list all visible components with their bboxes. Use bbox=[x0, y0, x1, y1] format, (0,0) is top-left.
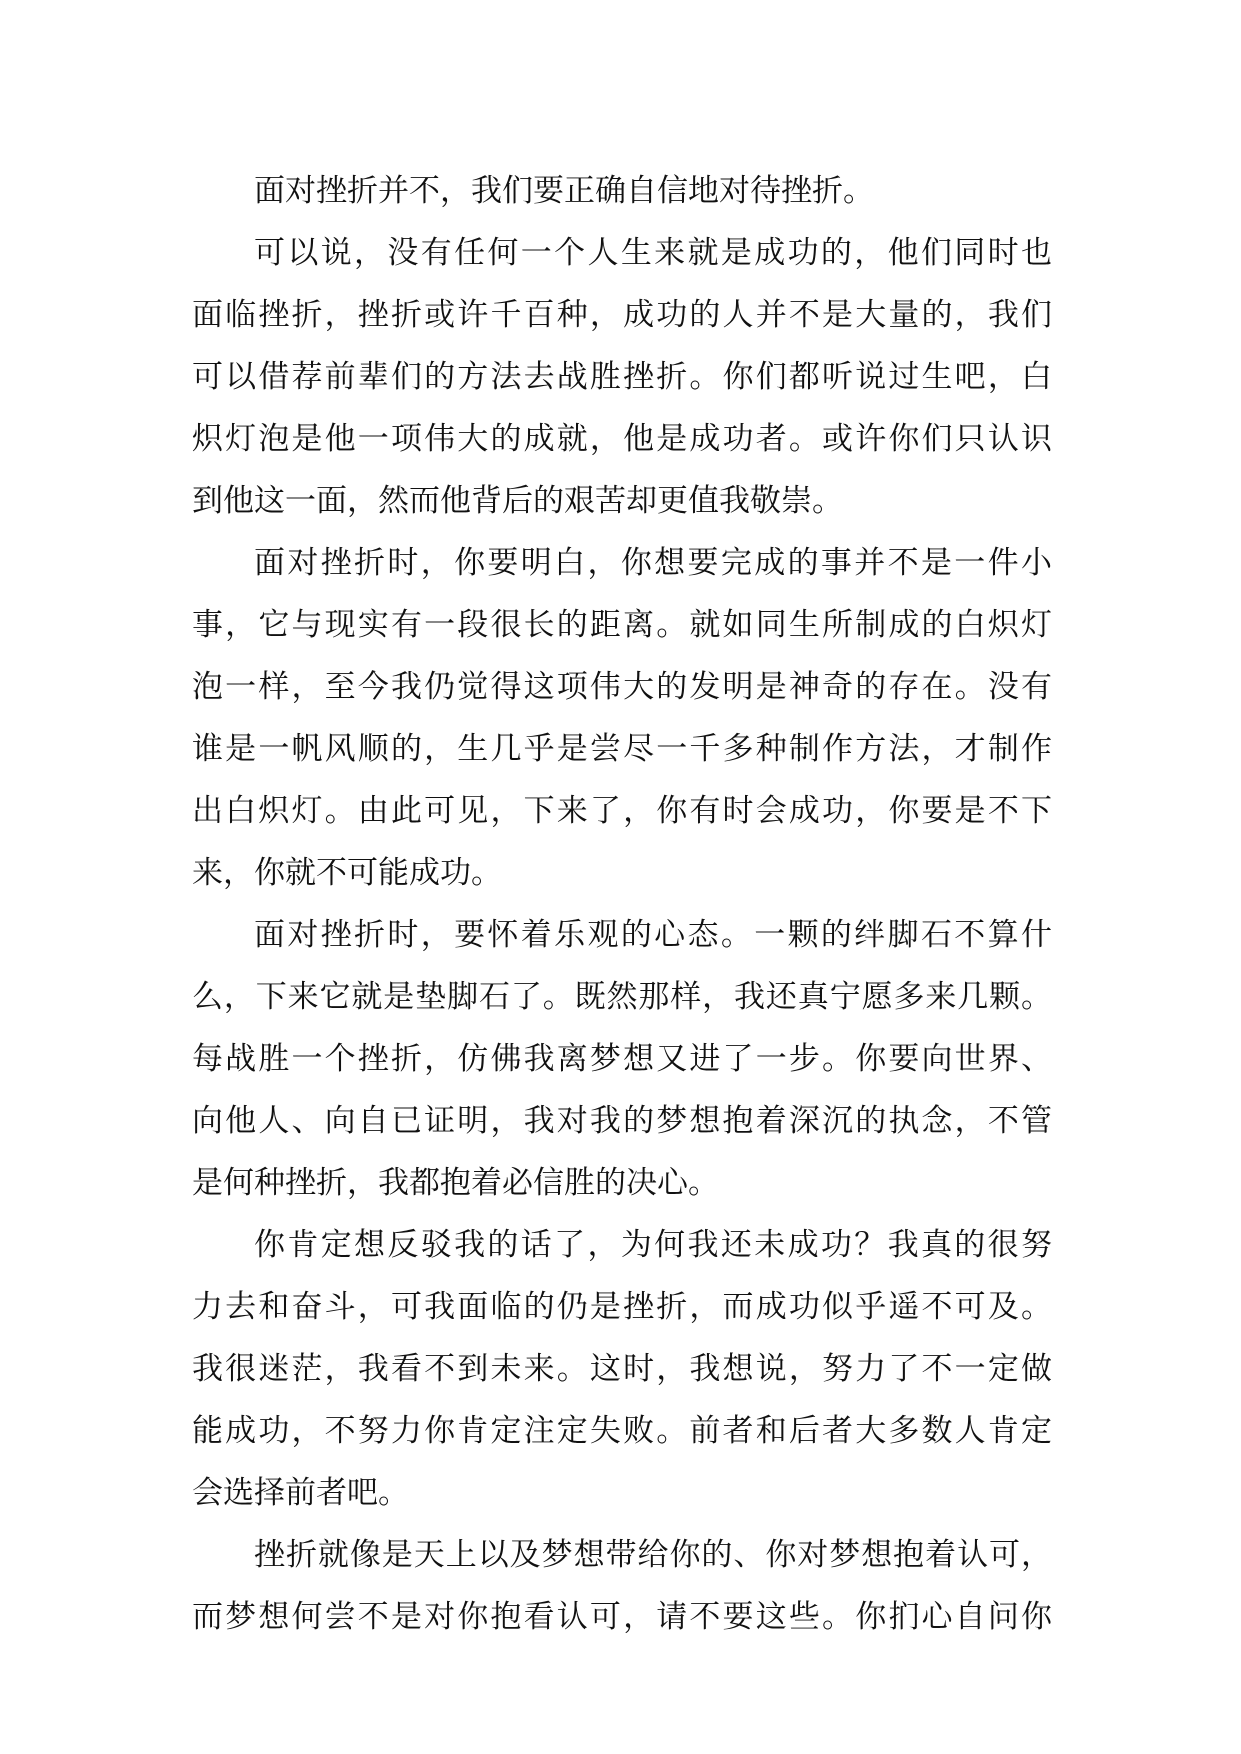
text-line-content: 面对挫折时，你要明白，你想要完成的事并不是一件小 bbox=[254, 545, 1052, 581]
text-line bbox=[192, 470, 1052, 532]
text-line bbox=[192, 594, 1052, 656]
text-line bbox=[192, 780, 1052, 842]
text-line-content: 泡一样，至今我仍觉得这项伟大的发明是神奇的存在。没有 bbox=[192, 669, 1052, 705]
text-line bbox=[192, 160, 1052, 222]
text-line-content: 面对挫折时，要怀着乐观的心态。一颗的绊脚石不算什 bbox=[254, 917, 1052, 953]
text-line bbox=[192, 904, 1052, 966]
text-line bbox=[192, 1524, 1052, 1586]
text-line bbox=[192, 842, 1052, 904]
text-line bbox=[192, 1028, 1052, 1090]
text-line-content: 炽灯泡是他一项伟大的成就，他是成功者。或许你们只认识 bbox=[192, 421, 1052, 457]
text-line-content: 事，它与现实有一段很长的距离。就如同生所制成的白炽灯 bbox=[192, 607, 1052, 643]
text-line bbox=[192, 532, 1052, 594]
text-line bbox=[192, 284, 1052, 346]
text-line-content: 可以借荐前辈们的方法去战胜挫折。你们都听说过生吧，白 bbox=[192, 359, 1052, 395]
text-line bbox=[192, 966, 1052, 1028]
text-line-content: 来，你就不可能成功。 bbox=[192, 855, 502, 891]
text-line bbox=[192, 656, 1052, 718]
text-line-content: 你肯定想反驳我的话了，为何我还未成功？我真的很努 bbox=[254, 1227, 1052, 1263]
text-line-content: 力去和奋斗，可我面临的仍是挫折，而成功似乎遥不可及。 bbox=[192, 1289, 1052, 1325]
text-line bbox=[192, 346, 1052, 408]
text-line bbox=[192, 1214, 1052, 1276]
text-line bbox=[192, 1462, 1052, 1524]
text-line bbox=[192, 1338, 1052, 1400]
text-line-content: 我很迷茫，我看不到未来。这时，我想说，努力了不一定做 bbox=[192, 1351, 1052, 1387]
text-line bbox=[192, 408, 1052, 470]
text-line bbox=[192, 1152, 1052, 1214]
text-line-content: 谁是一帆风顺的，生几乎是尝尽一千多种制作方法，才制作 bbox=[192, 731, 1052, 767]
text-line-content: 每战胜一个挫折，仿佛我离梦想又进了一步。你要向世界、 bbox=[192, 1041, 1052, 1077]
text-line-content: 会选择前者吧。 bbox=[192, 1475, 409, 1511]
text-line bbox=[192, 1586, 1052, 1648]
text-line-content: 是何种挫折，我都抱着必信胜的决心。 bbox=[192, 1165, 719, 1201]
text-line-content: 能成功，不努力你肯定注定失败。前者和后者大多数人肯定 bbox=[192, 1413, 1052, 1449]
text-line-content: 可以说，没有任何一个人生来就是成功的，他们同时也 bbox=[254, 235, 1052, 271]
text-line-content: 面对挫折并不，我们要正确自信地对待挫折。 bbox=[254, 173, 874, 209]
text-line-content: 出白炽灯。由此可见，下来了，你有时会成功，你要是不下 bbox=[192, 793, 1052, 829]
text-line bbox=[192, 1090, 1052, 1152]
document-body bbox=[192, 160, 1052, 1648]
text-line bbox=[192, 1276, 1052, 1338]
text-line-content: 而梦想何尝不是对你抱看认可，请不要这些。你扪心自问你 bbox=[192, 1599, 1052, 1635]
text-line bbox=[192, 718, 1052, 780]
text-line-content: 么，下来它就是垫脚石了。既然那样，我还真宁愿多来几颗。 bbox=[192, 979, 1052, 1015]
text-line-content: 挫折就像是天上以及梦想带给你的、你对梦想抱着认可， bbox=[254, 1537, 1052, 1573]
text-line-content: 到他这一面，然而他背后的艰苦却更值我敬崇。 bbox=[192, 483, 843, 519]
text-line-content: 面临挫折，挫折或许千百种，成功的人并不是大量的，我们 bbox=[192, 297, 1052, 333]
text-line bbox=[192, 222, 1052, 284]
text-line-content: 向他人、向自已证明，我对我的梦想抱着深沉的执念，不管 bbox=[192, 1103, 1052, 1139]
text-line bbox=[192, 1400, 1052, 1462]
